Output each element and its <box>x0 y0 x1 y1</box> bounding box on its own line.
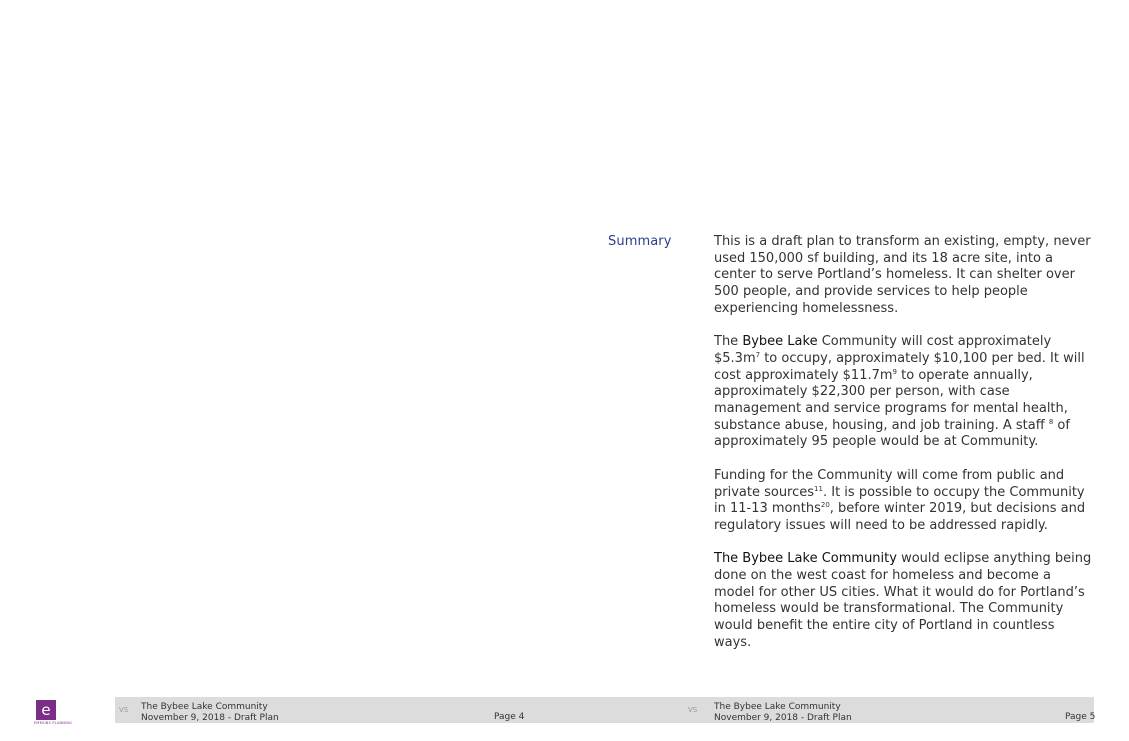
community-name: Bybee Lake <box>742 334 818 350</box>
logo-caption: EMMONS PLANNING <box>34 721 73 725</box>
footer-subtitle: November 9, 2018 - Draft Plan <box>714 713 852 723</box>
p3-text-3: , before winter 2019, but decisions and regulatory issues will need to be addressed rapidly. <box>714 501 1086 533</box>
p3-text-2: . It is possible to occupy the Community in 11-13 months <box>714 484 1085 517</box>
footer-title: The Bybee Lake Community <box>141 702 268 712</box>
p2-text-4: of approximately 95 people would be at Community. <box>714 417 1070 450</box>
community-name: The Bybee Lake Community <box>714 551 897 567</box>
footnote-ref: 8 <box>1048 417 1054 426</box>
p2-text-2: to occupy, approximately $10,100 per bed. It will cost approximately $11.7m <box>714 350 1085 383</box>
footnote-ref: 11 <box>814 484 823 493</box>
footnote-ref: 9 <box>892 367 898 376</box>
footnote-ref: 7 <box>755 350 761 359</box>
p2-text-3: to operate annually, approximately $22,300 per person, with case management and service programs for mental health, substance abuse, housing, and job training. A staff <box>714 367 1068 433</box>
summary-heading: Summary <box>608 234 672 249</box>
paragraph-funding <box>714 468 1094 535</box>
logo-letter: e <box>41 700 51 719</box>
footnote-ref: 20 <box>820 501 830 510</box>
page-number: Page 4 <box>494 712 525 722</box>
summary-body <box>714 234 1094 668</box>
page-number: Page 5 <box>1065 712 1096 722</box>
footer-subtitle: November 9, 2018 - Draft Plan <box>141 713 279 723</box>
paragraph-cost <box>714 334 1094 451</box>
p2-pre: The <box>714 334 743 350</box>
footer-title: The Bybee Lake Community <box>714 702 841 712</box>
emmons-planning-logo-icon <box>36 700 56 720</box>
p3-text-1: Funding for the Community will come from public and private sources <box>714 467 1065 500</box>
footer-vs-mark: VS <box>119 706 129 714</box>
p4-text: would eclipse anything being done on the west coast for homeless and become a model for other US cities. What it would do for Portland’s homeless would be transformational. The Community would benefit the entire city of Portland in countless ways. <box>714 551 1092 650</box>
paragraph-intro: This is a draft plan to transform an existing, empty, never used 150,000 sf building, and its 18 acre site, into a center to serve Portland’s homeless. It can shelter over 500 people, and provide services to help people experiencing homelessness. <box>714 234 1091 316</box>
paragraph-vision <box>714 551 1094 651</box>
p2-text-1: Community will cost approximately $5.3m <box>714 334 1052 366</box>
footer-vs-mark: VS <box>688 706 698 714</box>
